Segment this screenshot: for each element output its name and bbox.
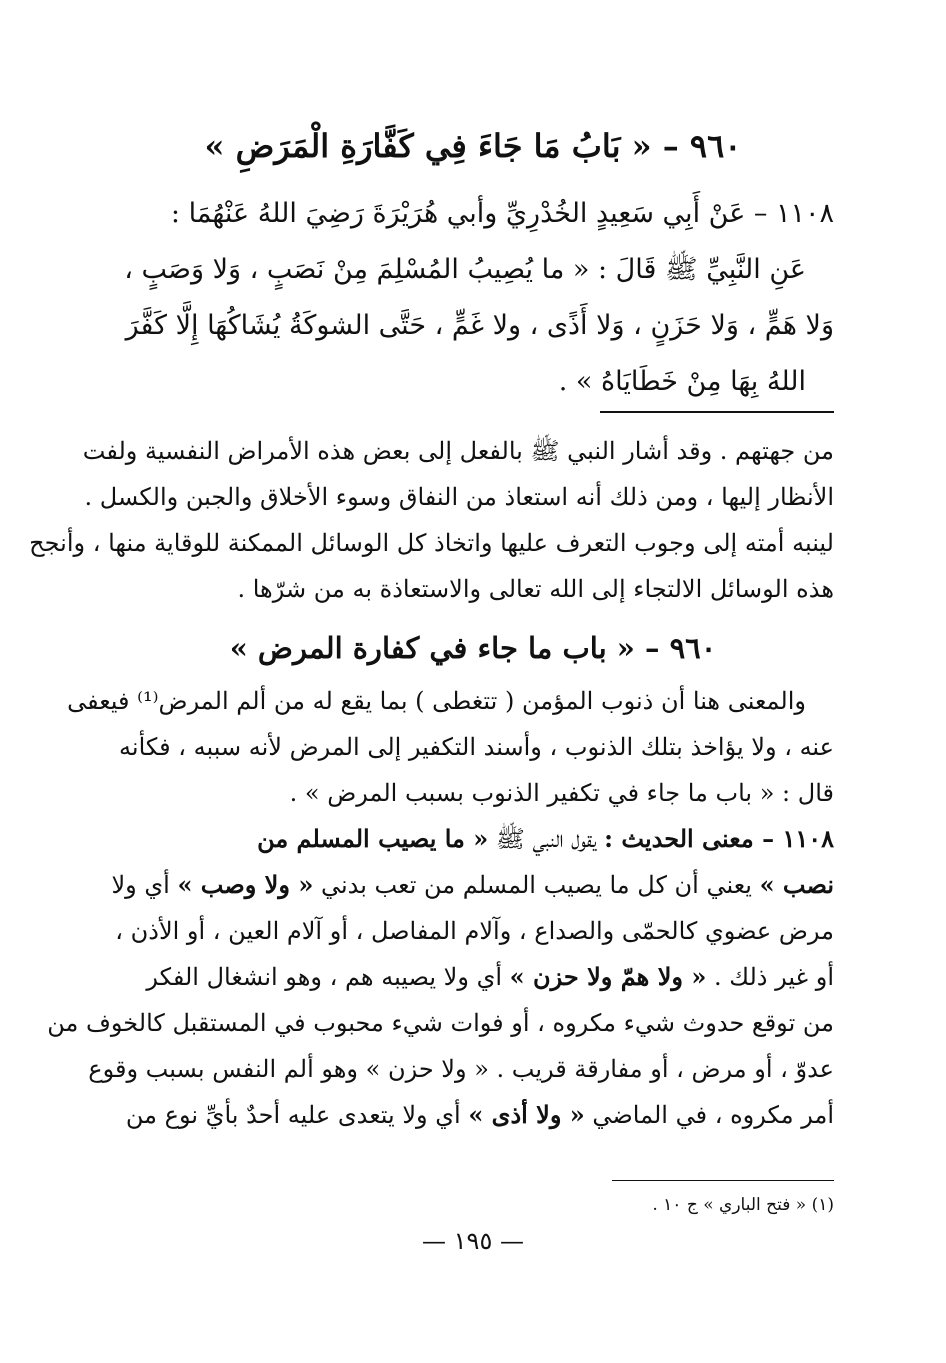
quoted-phrase: « ولا همّ ولا حزن » [509,962,707,991]
inline-text: أي ولا [111,871,178,899]
commentary-title: ٩٦٠ – « باب ما جاء في كفارة المرض » [229,631,717,665]
footnote-text: (١) « فتح الباري » ج ١٠ . [652,1195,834,1215]
commentary-line: من جهتهم . وقد أشار النبي ﷺ بالفعل إلى بعض هذه الأمراض النفسية ولفت [82,437,834,465]
commentary-line: والمعنى هنا أن ذنوب المؤمن ( تتغطى ) بما يقع له من ألم المرض⁽¹⁾ فيعفى [67,687,806,715]
quoted-phrase: « ولا وصب » [177,870,314,899]
commentary-line: عدوّ ، أو مرض ، أو مفارقة قريب . « ولا حزن » وهو ألم النفس بسبب وقوع [88,1055,834,1083]
commentary-line: الأنظار إليها ، ومن ذلك أنه استعاذ من النفاق وسوء الأخلاق والجبن والكسل . [84,483,834,511]
hadith-line: ١١٠٨ – عَنْ أَبِي سَعِيدٍ الخُدْرِيِّ وأبي هُرَيْرَةَ رَضِيَ اللهُ عَنْهُمَا : [170,198,834,229]
quoted-phrase: « ولا أذى » [468,1100,585,1129]
hadith-title: ٩٦٠ – « بَابُ مَا جَاءَ فِي كَفَّارَةِ الْمَرَضِ » [204,127,742,165]
commentary-line [112,816,834,862]
hadith-text [112,186,834,410]
commentary-line [112,862,834,908]
commentary-line [112,1092,834,1138]
commentary-line: عنه ، ولا يؤاخذ بتلك الذنوب ، وأسند التكفير إلى المرض لأنه سببه ، فكأنه [119,733,834,761]
quoted-phrase: « ما يصيب المسلم من [257,824,489,853]
inline-text: أي ولا يصيبه هم ، وهو انشغال الفكر [146,963,510,991]
commentary-line: هذه الوسائل الالتجاء إلى الله تعالى والاستعاذة به من شرّها . [237,575,834,603]
quoted-phrase: نصب » [759,870,834,899]
hadith-line: عَنِ النَّبِيِّ ﷺ قَالَ : « ما يُصِيبُ المُسْلِمَ مِنْ نَصَبٍ ، وَلا وَصَبٍ ، [124,254,806,285]
commentary-line: من توقع حدوث شيء مكروه ، أو فوات شيء محبوب في المستقبل كالخوف من [47,1009,834,1037]
footnote-rule [612,1180,834,1181]
hadith-line: وَلا هَمٍّ ، وَلا حَزَنٍ ، وَلا أَذًى ، ولا غَمٍّ ، حَتَّى الشوكَةُ يُشَاكُهَا إِلَّا كَفَّرَ [125,310,834,341]
separator-rule [600,411,834,413]
inline-text: أو غير ذلك . [706,963,834,991]
commentary-section-title [112,620,834,676]
inline-text: يقول النبي ﷺ [488,825,605,853]
commentary-text [47,678,834,1138]
commentary-line: قال : « باب ما جاء في تكفير الذنوب بسبب المرض » . [289,779,834,807]
inline-text: أمر مكروه ، في الماضي [584,1101,834,1129]
commentary-line: مرض عضوي كالحمّى والصداع ، وآلام المفاصل ، أو آلام العين ، أو الأذن ، [115,917,834,945]
hadith-section-title [112,116,834,176]
commentary-line [112,954,834,1000]
hadith-meaning-heading: ١١٠٨ – معنى الحديث : [604,824,834,853]
hadith-line: اللهُ بِهَا مِنْ خَطَايَاهُ » . [558,366,806,397]
previous-commentary [29,428,834,612]
inline-text: يعني أن كل ما يصيب المسلم من تعب بدني [313,871,760,899]
inline-text: أي ولا يتعدى عليه أحدٌ بأيِّ نوع من [125,1101,469,1129]
footnote [112,1192,834,1218]
commentary-line: لينبه أمته إلى وجوب التعرف عليها واتخاذ كل الوسائل الممكنة للوقاية منها ، وأنجح [29,529,834,557]
page-number [112,1226,834,1256]
page-number-text: — ١٩٥ — [422,1227,524,1255]
